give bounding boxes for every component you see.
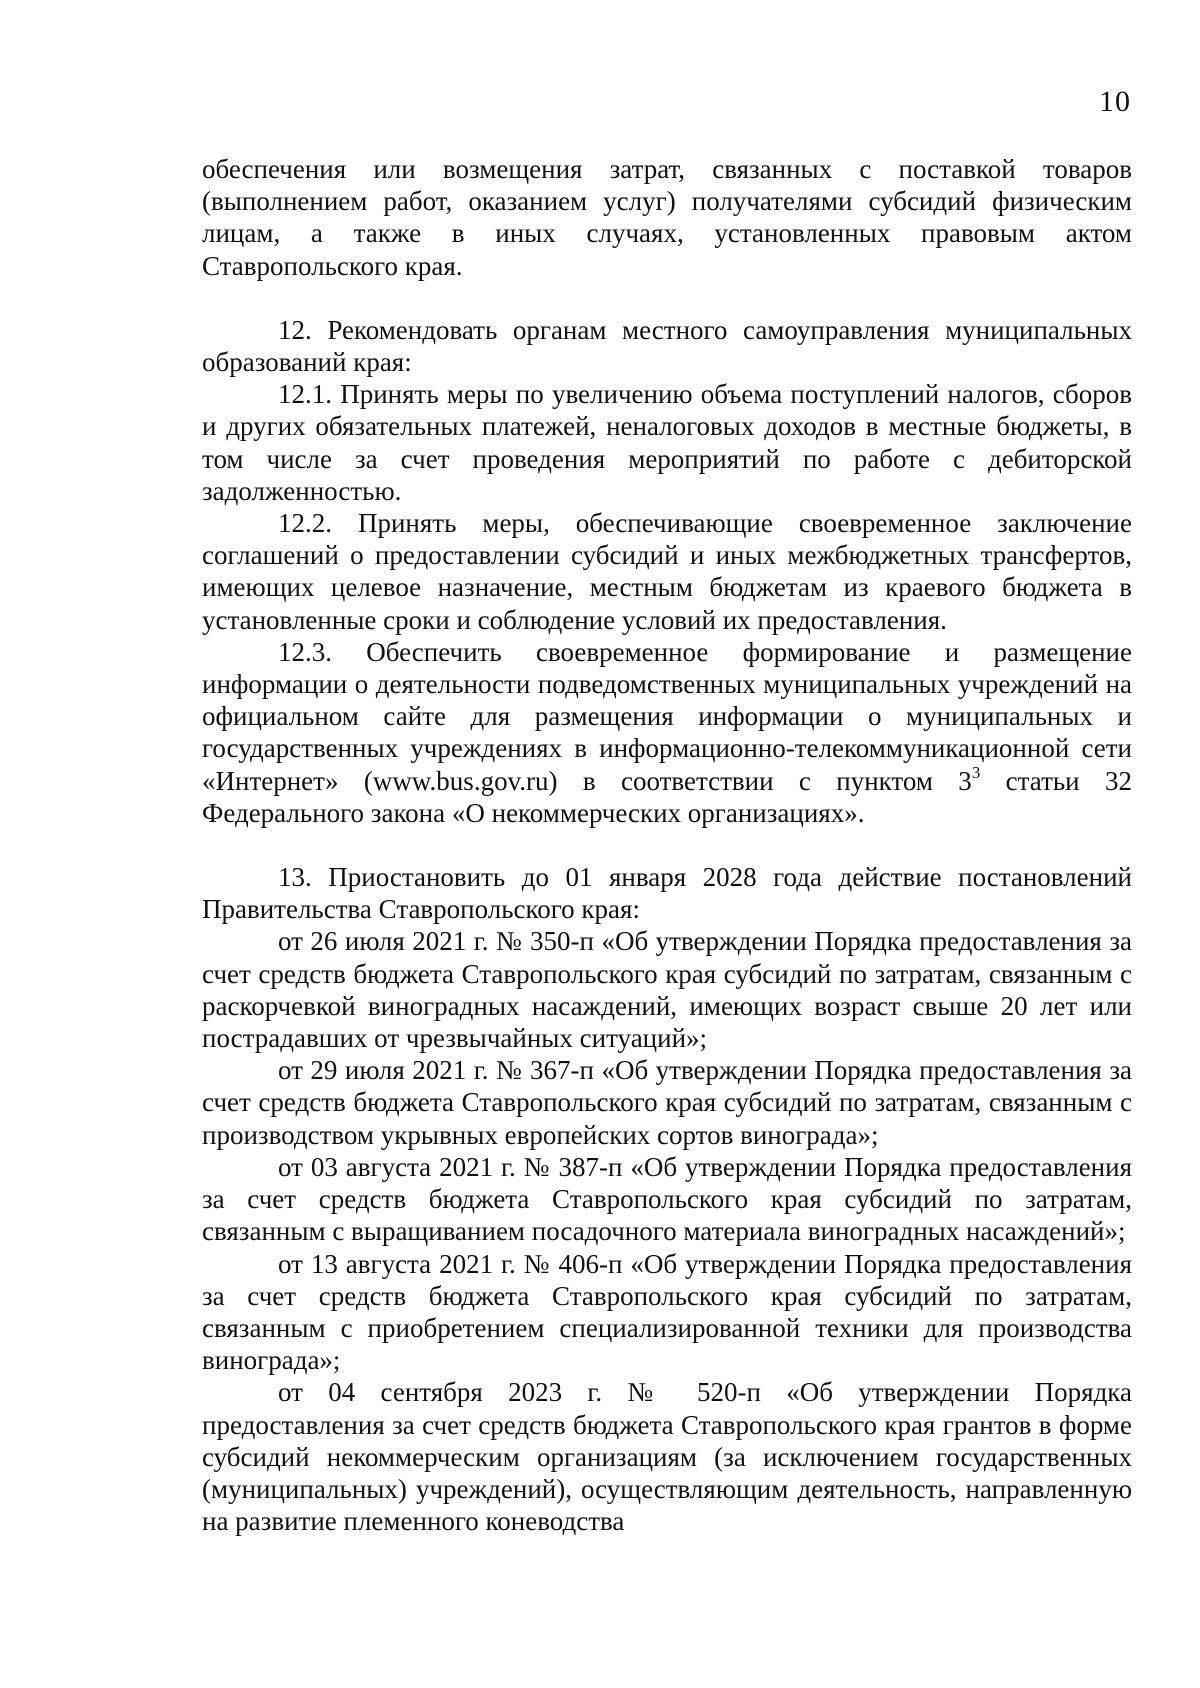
paragraph-item-13: 13. Приостановить до 01 января 2028 года действие постановлений Правительства Ставропольского края: [202,862,1132,925]
paragraph-resolution-367: от 29 июля 2021 г. № 367-п «Об утверждении Порядка предоставления за счет средств бюджета Ставропольского края субсидий по затратам, связанным с производством укрывных европейских сортов винограда»; [202,1055,1132,1150]
paragraph-item-12-2: 12.2. Принять меры, обеспечивающие своевременное заключение соглашений о предоставлении субсидий и иных межбюджетных трансфертов, имеющих целевое назначение, местным бюджетам из краевого бюджета в установленные сроки и соблюдение условий их предоставления. [202,508,1132,635]
paragraph-item-12-1: 12.1. Принять меры по увеличению объема поступлений налогов, сборов и других обязательных платежей, неналоговых доходов в местные бюджеты, в том числе за счет проведения мероприятий по работе с дебиторской задолженностью. [202,379,1132,506]
paragraph-resolution-520: от 04 сентября 2023 г. № 520-п «Об утверждении Порядка предоставления за счет средств бюджета Ставропольского края грантов в форме субсидий некоммерческим организациям (за исключением государственных (муниципальных) учреждений), осуществляющим деятельность, направленную на развитие племенного коневодства [202,1377,1132,1537]
paragraph-resolution-406: от 13 августа 2021 г. № 406-п «Об утверждении Порядка предоставления за счет средств бюджета Ставропольского края субсидий по затратам, связанным с приобретением специализированной техники для производства винограда»; [202,1248,1132,1376]
item-12-3-superscript: 3 [971,762,981,782]
paragraph-item-12-3 [202,636,1132,829]
paragraph-item-12: 12. Рекомендовать органам местного самоуправления муниципальных образований края: [202,314,1132,378]
paragraph-resolution-387: от 03 августа 2021 г. № 387-п «Об утверждении Порядка предоставления за счет средств бюджета Ставропольского края субсидий по затратам, связанным с выращиванием посадочного материала виноградных насаждений»; [202,1151,1132,1247]
item-12-3-text-end: статьи 32 Федерального закона «О некоммерческих организациях». [202,765,1132,828]
page-number: 10 [1099,85,1131,118]
document-body [202,153,1132,1537]
paragraph-intro-continuation: обеспечения или возмещения затрат, связанных с поставкой товаров (выполнением работ, оказанием услуг) получателями субсидий физическим лицам, а также в иных случаях, установленных правовым актом Ставропольского края. [202,154,1132,281]
paragraph-resolution-350: от 26 июля 2021 г. № 350-п «Об утверждении Порядка предоставления за счет средств бюджета Ставропольского края субсидий по затратам, связанным с раскорчевкой виноградных насаждений, имеющих возраст свыше 20 лет или пострадавших от чрезвычайных ситуаций»; [202,926,1132,1054]
item-12-3-text: 12.3. Обеспечить своевременное формирование и размещение информации о деятельности подведомственных муниципальных учреждений на официальном сайте для размещения информации о муниципальных и государственных учреждениях в информационно-телекоммуникационной сети «Интернет» (www.bus.gov.ru) в соответствии с пунктом 3 [202,636,1132,796]
